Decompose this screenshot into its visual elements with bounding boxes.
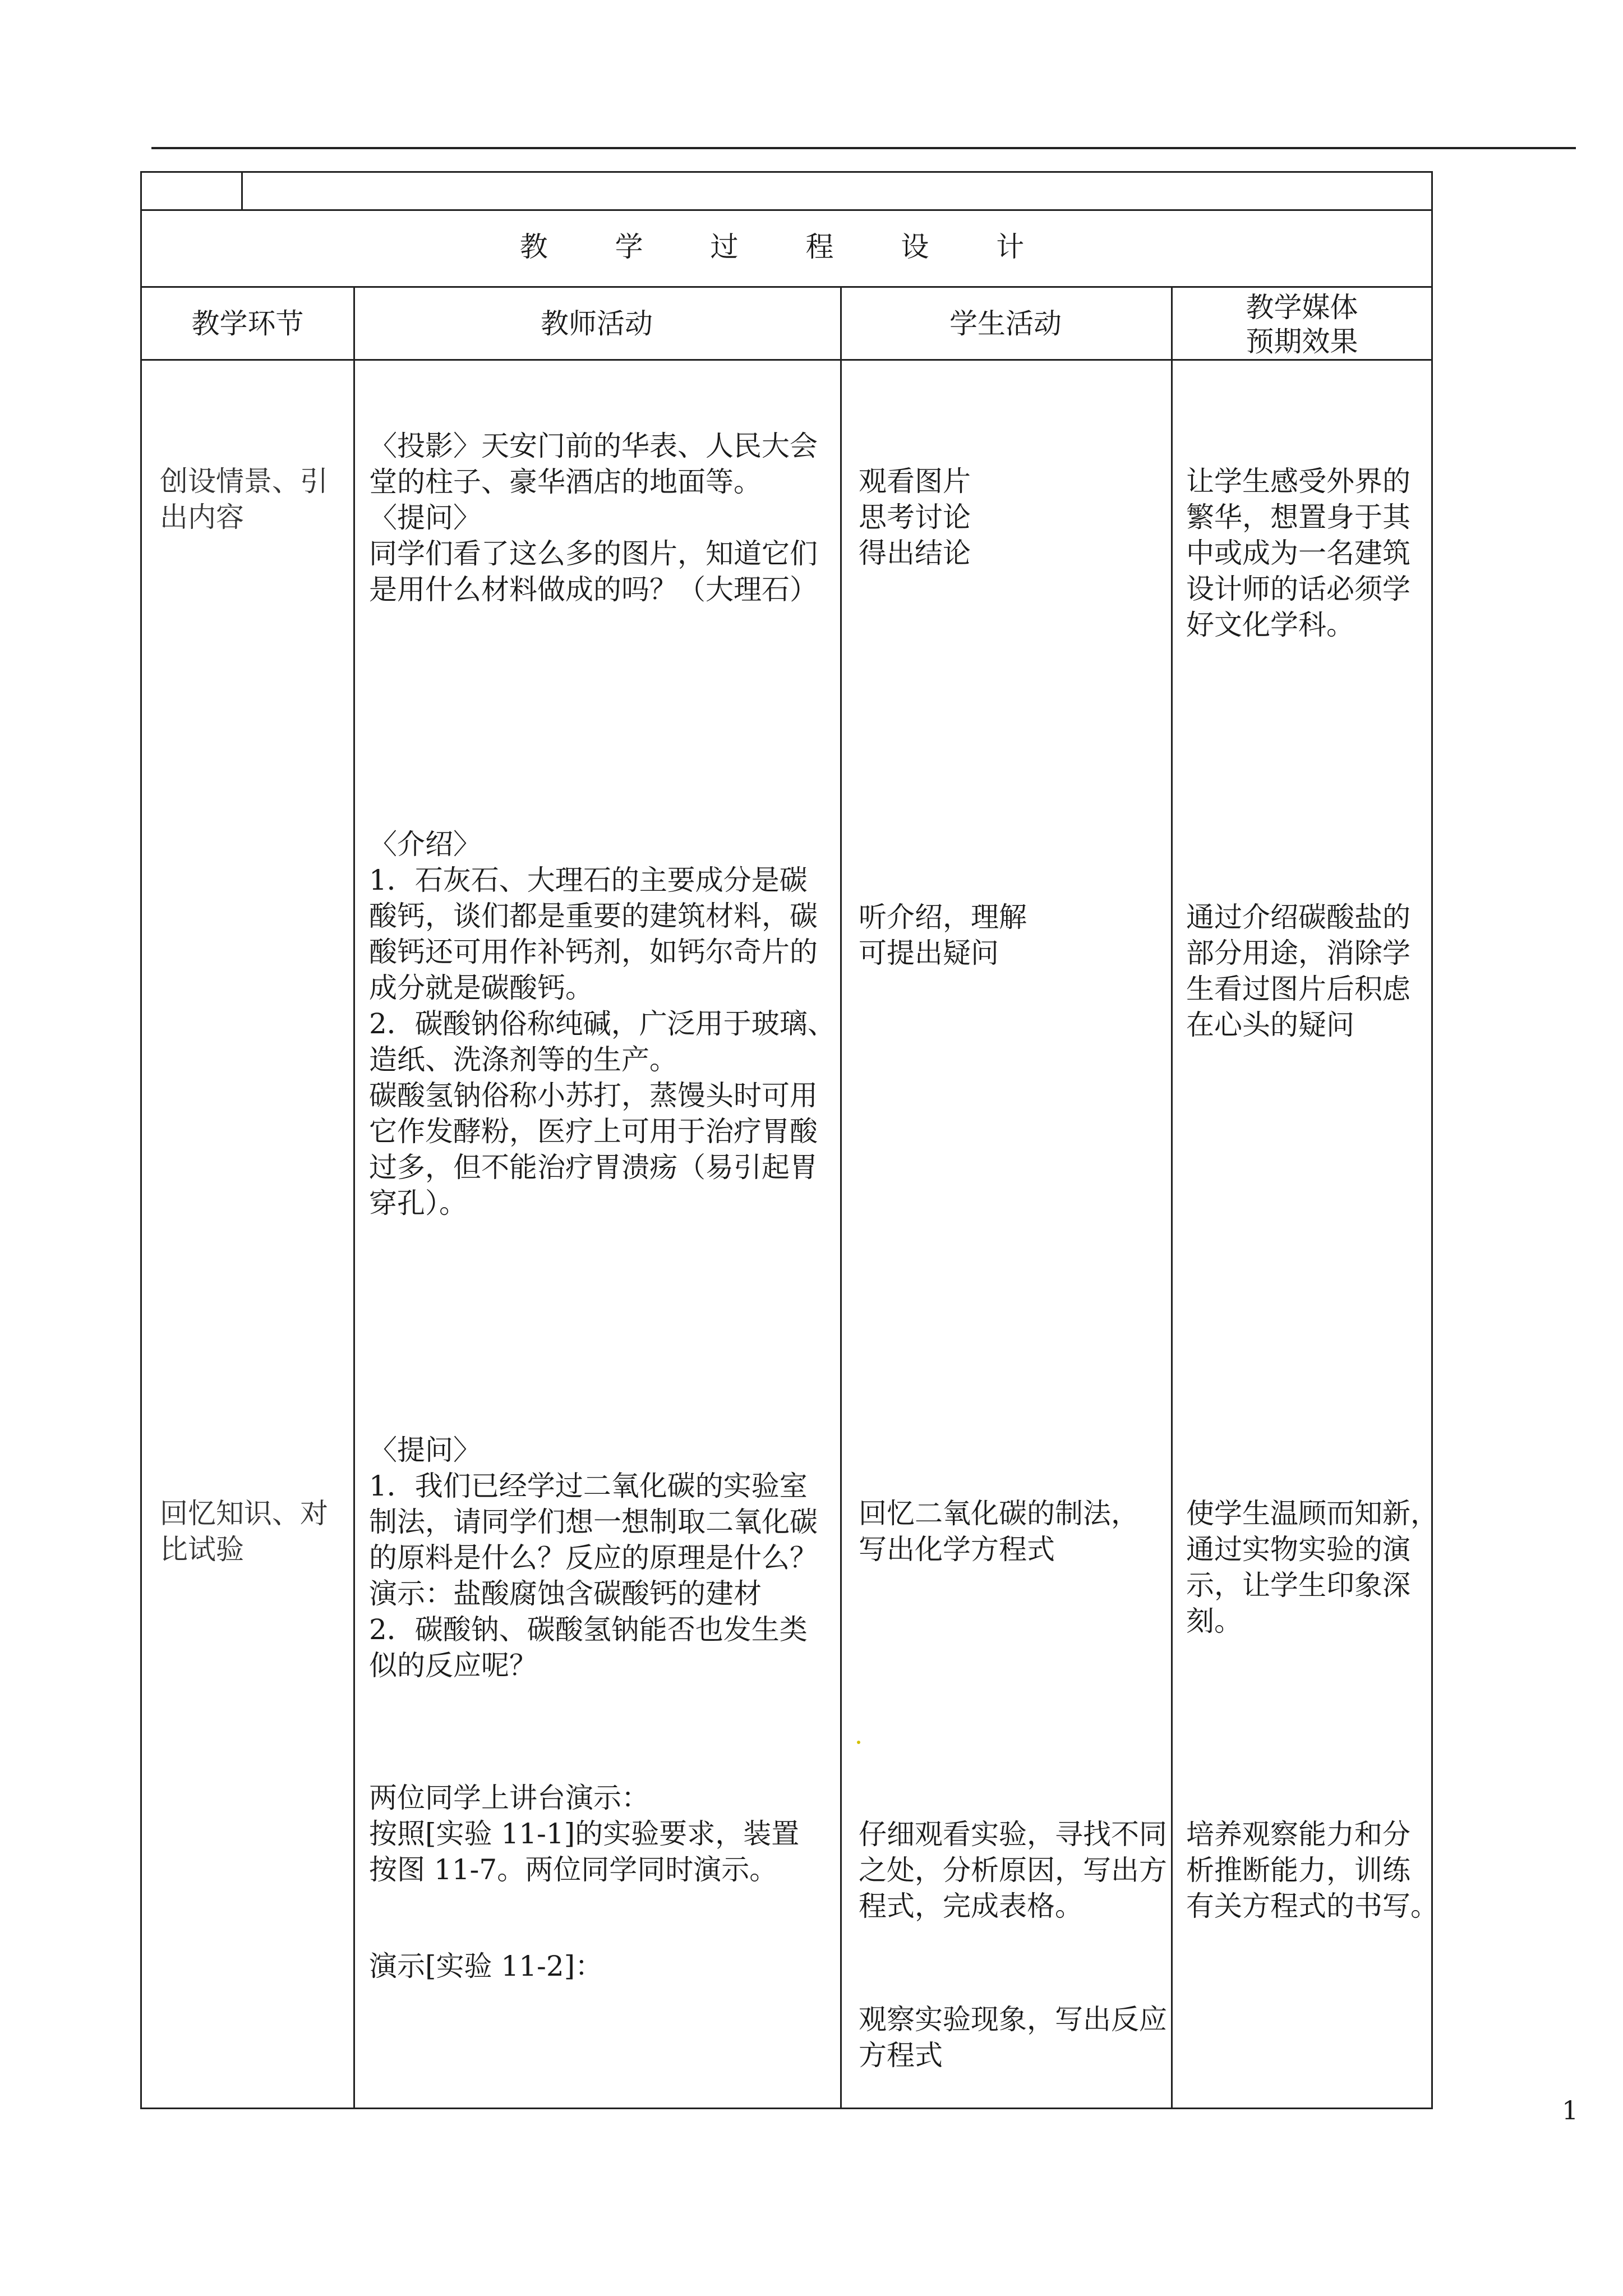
col-divider [840,286,842,2109]
teacher-cell: 〈介绍〉 1．石灰石、大理石的主要成分是碳 酸钙，谈们都是重要的建筑材料，碳 酸钙还可用作补钙剂，如钙尔奇片的 成分就是碳酸钙。 2．碳酸钠俗称纯碱，广泛用于玻璃、 造纸、洗涤剂等的生产。 碳酸氢钠俗称小苏打，蒸馒头时可用 它作发酵粉，医疗上可用于治疗胃酸 过多，但不能治疗胃溃疡（易引起胃 穿孔）。 [369,828,836,1220]
student-cell: 仔细观看实验，寻找不同 之处，分析原因，写出方 程式，完成表格。 [859,1818,1167,1922]
row-divider [142,286,1431,288]
teacher-cell: 两位同学上讲台演示： 按照[实验 11-1]的实验要求，装置 按图 11-7。两位同学同时演示。 [369,1782,800,1886]
media-cell: 使学生温顾而知新， 通过实物实验的演 示，让学生印象深 刻。 [1186,1497,1438,1637]
teacher-cell: 〈投影〉天安门前的华表、人民大会 堂的柱子、豪华酒店的地面等。 〈提问〉 同学们看了这么多的图片，知道它们 是用什么材料做成的吗？（大理石） [369,430,818,606]
page-number: 1 [1562,2095,1579,2125]
teacher-cell: 演示[实验 11-2]： [369,1950,603,1982]
student-cell: 听介绍，理解 可提出疑问 [859,901,1027,969]
student-cell: 回忆二氧化碳的制法， 写出化学方程式 [859,1497,1139,1566]
media-cell: 通过介绍碳酸盐的 部分用途，消除学 生看过图片后积虑 在心头的疑问 [1186,901,1410,1041]
student-cell: 观看图片 思考讨论 得出结论 [859,465,971,569]
col-divider [241,173,243,209]
lesson-table [140,171,1438,2109]
row-divider [142,209,1431,211]
media-cell: 培养观察能力和分 析推断能力，训练 有关方程式的书写。 [1186,1818,1438,1922]
header-stage: 教学环节 [191,307,304,340]
header-teacher: 教师活动 [541,307,653,340]
stage-cell: 创设情景、引 出内容 [160,465,328,533]
header-media-sub: 预期效果 [1246,325,1358,358]
col-divider [1171,286,1173,2109]
stage-cell: 回忆知识、对 比试验 [160,1497,328,1566]
header-rule [151,147,1576,149]
stray-mark [857,1741,860,1744]
teacher-cell: 〈提问〉 1．我们已经学过二氧化碳的实验室 制法，请同学们想一想制取二氧化碳 的原料是什么？反应的原理是什么？ 演示：盐酸腐蚀含碳酸钙的建材 2．碳酸钠、碳酸氢钠能否也发生类 似的反应呢？ [369,1434,818,1682]
table-title: 教 学 过 程 设 计 [519,231,1054,263]
col-divider [353,286,355,2109]
header-media: 教学媒体 [1246,291,1358,324]
header-student: 学生活动 [949,307,1062,340]
student-cell: 观察实验现象，写出反应 方程式 [859,2003,1167,2072]
media-cell: 让学生感受外界的 繁华，想置身于其 中或成为一名建筑 设计师的话必须学 好文化学科。 [1186,465,1410,641]
